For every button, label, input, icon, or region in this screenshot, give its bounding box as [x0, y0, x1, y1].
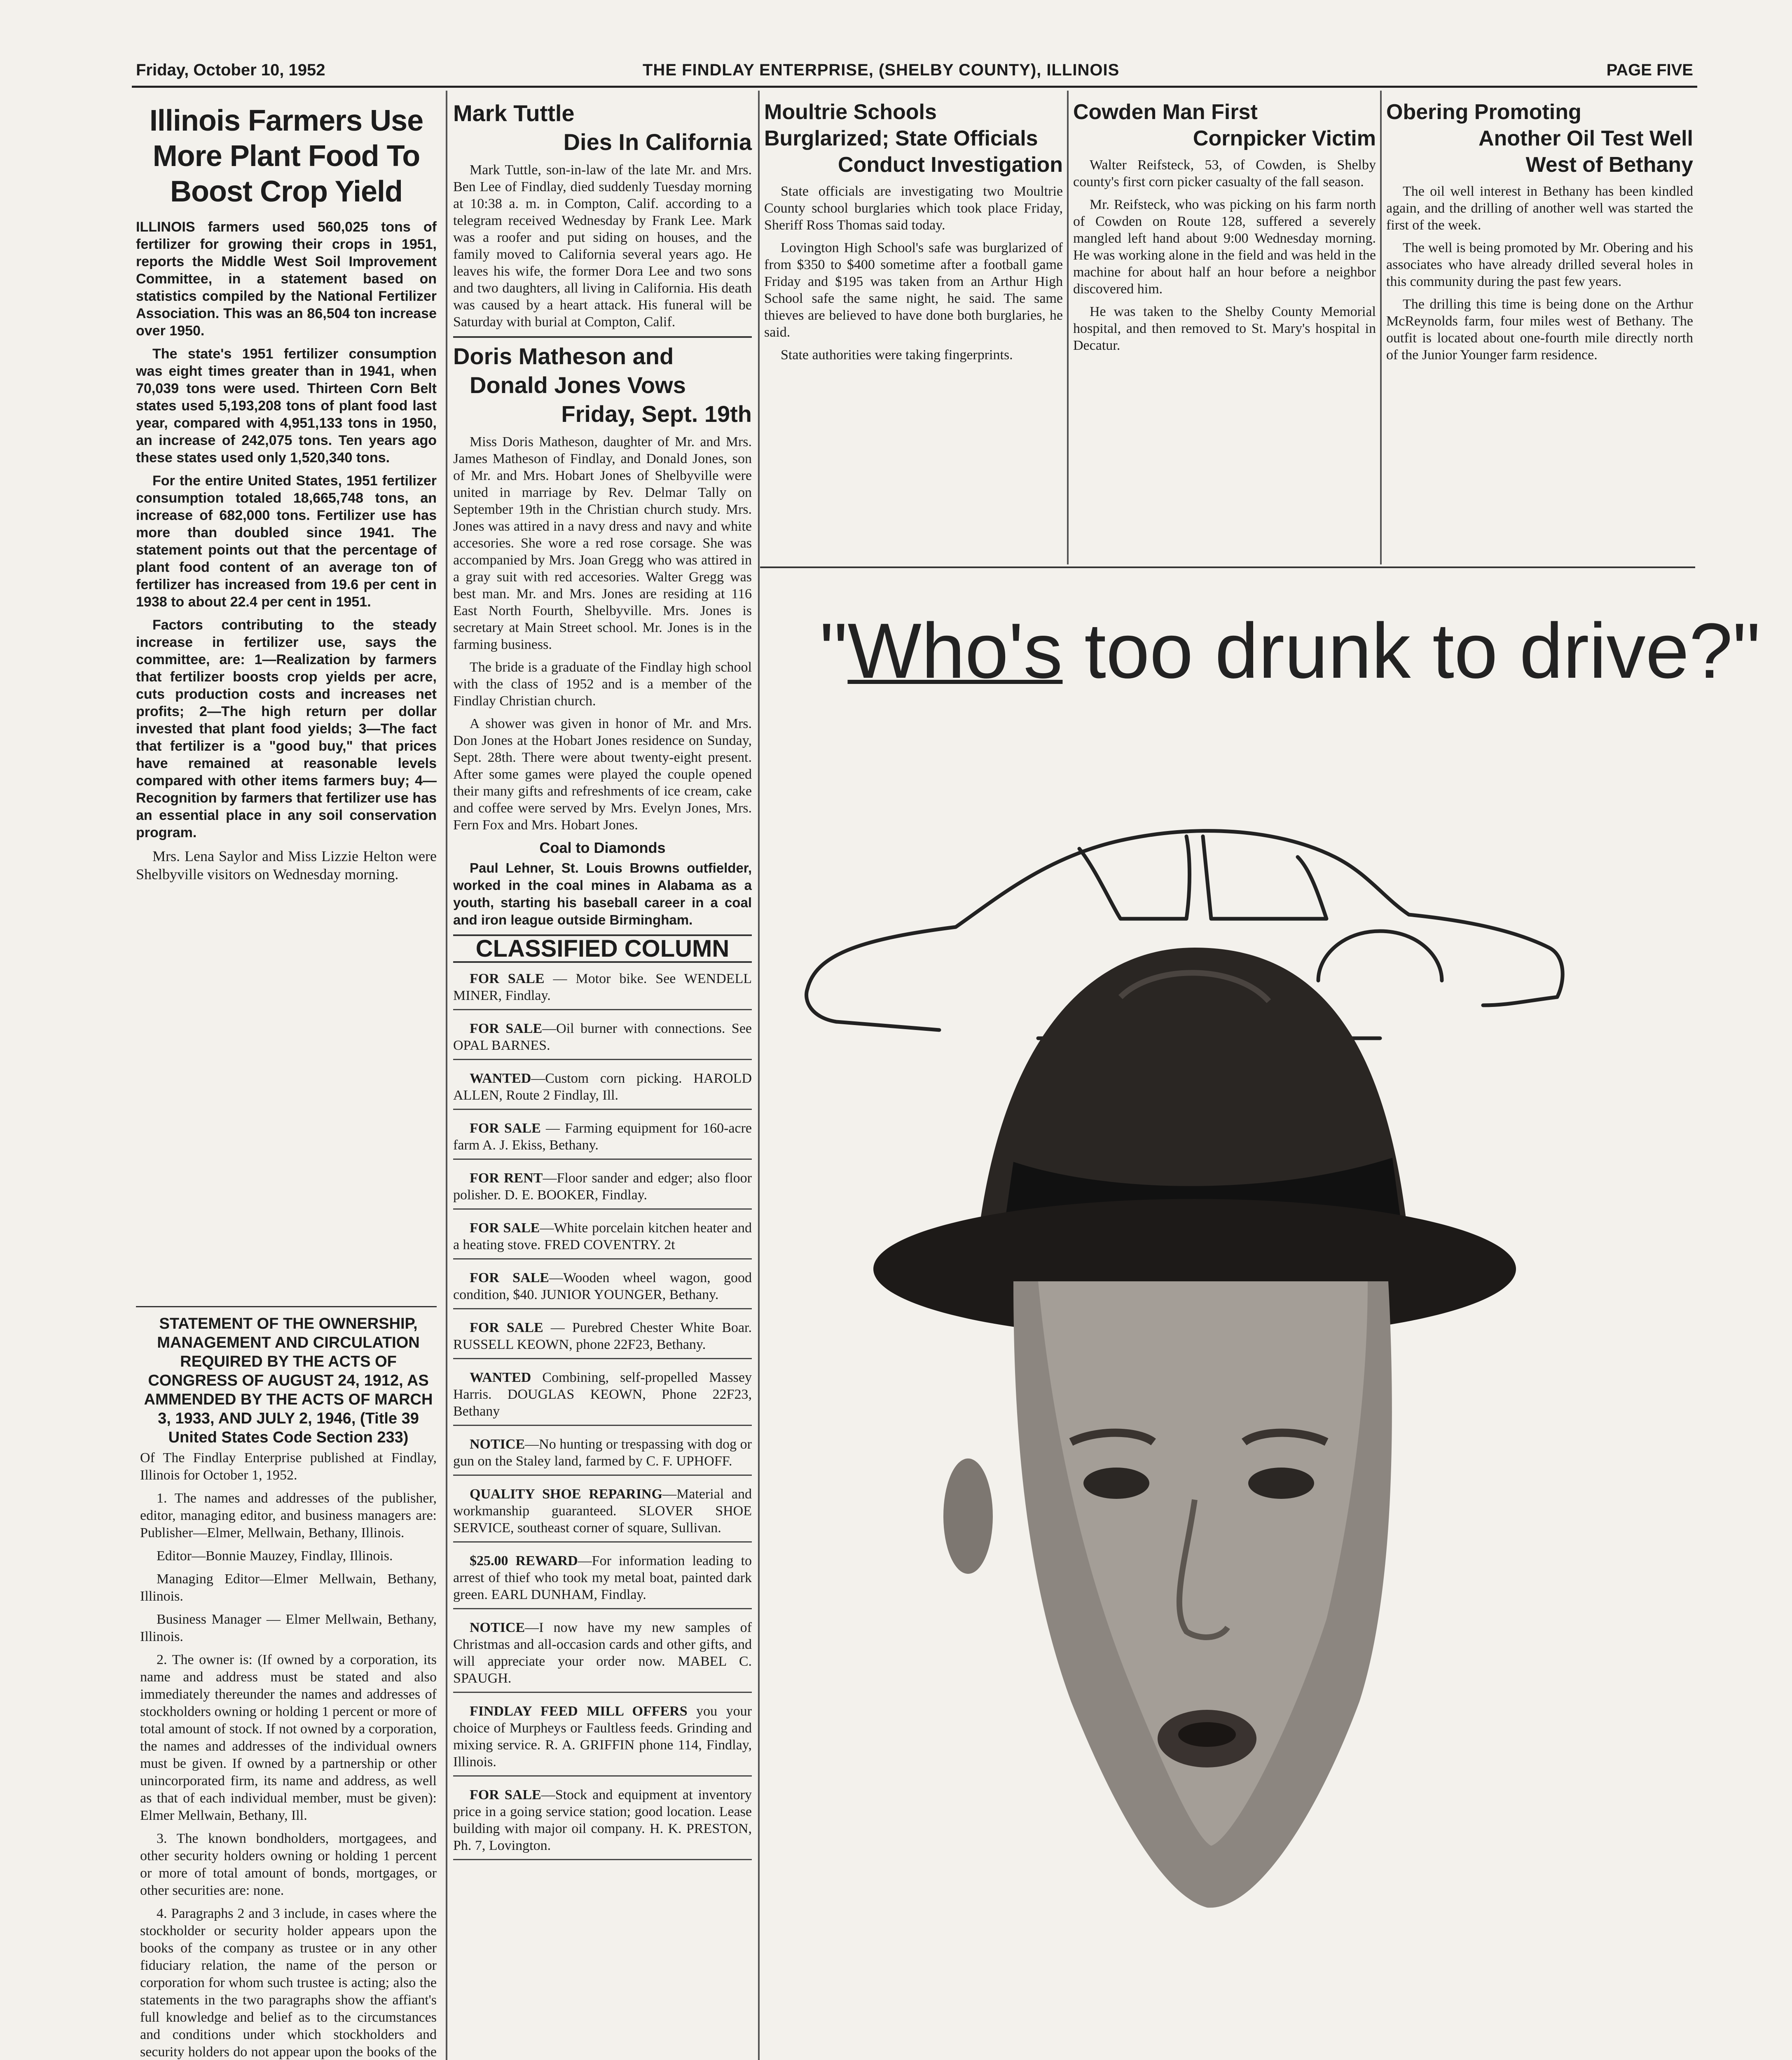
- paper-masthead-line: THE FINDLAY ENTERPRISE, (SHELBY COUNTY), ILLINOIS: [643, 61, 1120, 79]
- statement-paragraph: 3. The known bondholders, mortgagees, and other security holders owning or holding 1 percent or more of total amount of bonds, mortgages, or other securities are: none.: [140, 1831, 437, 1898]
- obering-paragraph: The well is being promoted by Mr. Obering and his associates who have already drilled several holes in this community during the past few years.: [1386, 240, 1693, 289]
- moultrie-headline-line: Moultrie Schools Burglarized; State Officials: [764, 100, 1038, 150]
- statement-paragraph: 4. Paragraphs 2 and 3 include, in cases where the stockholder or security holder appears upon the books of the company as trustee or in any other fiduciary relation, the name of the person or corporation for whom such trustee is acting; also the statements in the two paragraphs show the affiant's full knowledge and belief as to the circumstances and conditions under which stockholders and security holders do not appear upon the books of the: [140, 1906, 437, 2060]
- classified-ad-lead: FOR SALE: [470, 1270, 549, 1285]
- classified-ad: [453, 1365, 752, 1426]
- tuttle-headline: [453, 99, 752, 157]
- farmers-paragraph: The state's 1951 fertilizer consumption was eight times greater than in 1941, when 70,039 tons were used. Thirteen Corn Belt states used 5,193,208 tons of plant food last year, compared with 4,951,133 tons in 1950, an increase of 242,075 tons. Ten years ago these states used only 1,520,340 tons.: [136, 346, 437, 466]
- classified-ad-text: —Stock and equipment at inventory price in a going service station; good location. Lease building with major oil company. H. K. PRESTON, Ph. 7, Lovington.: [453, 1787, 752, 1853]
- ownership-statement: [140, 1314, 437, 2060]
- statement-heading: STATEMENT OF THE OWNERSHIP, MANAGEMENT AND CIRCULATION REQUIRED BY THE ACTS OF CONGRESS OF AUGUST 24, 1912, AS AMMENDED BY THE ACTS OF MARCH 3, 1933, AND JULY 2, 1946, (Title 39 United States Code Section 233): [144, 1315, 433, 1446]
- classified-list: [453, 966, 752, 1860]
- classified-ad: [453, 1699, 752, 1777]
- statement-paragraph: Editor—Bonnie Mauzey, Findlay, Illinois.: [157, 1548, 393, 1564]
- cowden-headline: [1073, 99, 1376, 152]
- moultrie-headline: [764, 99, 1063, 178]
- statement-paragraph: Managing Editor—Elmer Mellwain, Bethany, Illinois.: [140, 1571, 437, 1604]
- classified-ad-text: —No hunting or trespassing with dog or gun on the Staley land, farmed by C. F. UPHOFF.: [453, 1437, 752, 1469]
- classified-ad: [453, 1548, 752, 1609]
- obering-article: [1386, 99, 1693, 369]
- issue-date: Friday, October 10, 1952: [136, 61, 325, 79]
- section-divider: [136, 1306, 437, 1307]
- classified-ad-lead: NOTICE: [470, 1620, 525, 1635]
- moultrie-article: [764, 99, 1063, 369]
- column-divider: [446, 91, 447, 2060]
- coal-heading: Coal to Diamonds: [539, 839, 666, 856]
- obering-headline-line: Another Oil Test Well: [1478, 126, 1693, 150]
- obering-headline-line: West of Bethany: [1525, 153, 1693, 177]
- column-divider: [1380, 91, 1382, 564]
- farmers-paragraph: Factors contributing to the steady increase in fertilizer use, says the committee, are: 1—Realization by farmers that fertilizer boosts crop yields per acre, cuts production costs and increases net profits; 2—The high return per dollar invested that plant food yields; 3—The fact that fertilizer is a "good buy," that prices have remained at reasonable levels compared with other items farmers buy; 4—Recognition by farmers that fertilizer use has an essential place in any soil conservation program.: [136, 617, 437, 840]
- section-divider: [760, 566, 1695, 568]
- classified-ad-text: —Wooden wheel wagon, good condition, $40. JUNIOR YOUNGER, Bethany.: [453, 1270, 752, 1302]
- classified-ad: [453, 1432, 752, 1476]
- statement-paragraph: 2. The owner is: (If owned by a corporation, its name and address must be stated and also immediately thereunder the names and addresses of stockholders owning or holding 1 percent or more of total amount of stock. If not owned by a corporation, the names and addresses of the individual owners must be given. If owned by a partnership or other unincorporated firm, its name and address, as well as that of each individual member, must be given): Elmer Mellwain, Bethany, Ill.: [140, 1652, 437, 1823]
- tuttle-body: Mark Tuttle, son-in-law of the late Mr. and Mrs. Ben Lee of Findlay, died suddenly Tuesday morning at 10:38 a. m. in Compton, Calif. according to a telegram received Wednesday by Frank Lee. Mark was a roofer and put siding on houses, and the family moved to California several years ago. He leaves his wife, the former Dora Lee and two sons and two daughters, all living in California. His death was caused by a heart attack. His funeral will be Saturday with burial at Compton, Calif.: [453, 162, 752, 330]
- obering-headline: [1386, 99, 1693, 178]
- classified-ad: [453, 1116, 752, 1160]
- cowden-headline-line: Cornpicker Victim: [1193, 126, 1376, 150]
- classified-ad: [453, 1315, 752, 1359]
- moultrie-paragraph: State officials are investigating two Moultrie County school burglaries which took place Friday, Sheriff Ross Thomas said today.: [764, 184, 1063, 233]
- moultrie-paragraph: Lovington High School's safe was burglarized of from $350 to $400 sometime after a football game Friday and $195 was taken from an Arthur High School safe the same night, he said. The same thieves are believed to have done both burglaries, he said.: [764, 240, 1063, 340]
- wedding-headline-line: Doris Matheson and: [453, 343, 674, 369]
- classified-ad-lead: FOR SALE: [470, 971, 545, 986]
- social-note: Mrs. Lena Saylor and Miss Lizzie Helton were Shelbyville visitors on Wednesday morning.: [136, 848, 437, 883]
- classified-ad: [453, 1482, 752, 1543]
- classified-ad-text: — Farming equipment for 160-acre farm A. J. Ekiss, Bethany.: [453, 1121, 752, 1153]
- cowden-paragraph: He was taken to the Shelby County Memorial hospital, and then removed to St. Mary's hospital in Decatur.: [1073, 304, 1376, 353]
- classified-ad-lead: $25.00 REWARD: [470, 1553, 578, 1568]
- ad-headline-underlined: Who's: [847, 607, 1063, 695]
- classified-ad-text: —I now have my new samples of Christmas and all-occasion cards and other gifts, and will appreciate your order now. MABEL C. SPAUGH.: [453, 1620, 752, 1686]
- cowden-paragraph: Walter Reifsteck, 53, of Cowden, is Shelby county's first corn picker casualty of the fall season.: [1073, 157, 1376, 190]
- hat-drawing: [873, 948, 1516, 1339]
- page-number: PAGE FIVE: [1606, 61, 1693, 79]
- classified-ad-lead: FOR SALE: [470, 1121, 541, 1136]
- moultrie-paragraph: State authorities were taking fingerprints.: [781, 347, 1013, 363]
- classified-ad-lead: FOR SALE: [470, 1787, 541, 1802]
- farmers-article: [136, 103, 437, 889]
- farmers-paragraph: For the entire United States, 1951 fertilizer consumption totaled 18,665,748 tons, an increase of 682,000 tons. Fertilizer use has more than doubled since 1941. The statement points out that the percentage of plant food content of an average ton of fertilizer has increased from 19.6 per cent in 1938 to about 22.4 per cent in 1951.: [136, 473, 437, 610]
- cowden-headline-line: Cowden Man First: [1073, 100, 1258, 124]
- wedding-headline-line: Friday, Sept. 19th: [561, 401, 752, 427]
- obering-paragraph: The oil well interest in Bethany has been kindled again, and the drilling of another well was started the first of the week.: [1386, 184, 1693, 233]
- ad-illustration: [783, 733, 1689, 2031]
- wedding-paragraph: A shower was given in honor of Mr. and Mrs. Don Jones at the Hobart Jones residence on Sunday, Sept. 28th. There were about twenty-eight present. After some games were played the couple opened their many gifts and refreshments of ice cream, cake and coffee were served by Mrs. Evelyn Jones, Mrs. Fern Fox and Mrs. Hobart Jones.: [453, 716, 752, 833]
- tuttle-headline-line: Mark Tuttle: [453, 100, 575, 126]
- obering-paragraph: The drilling this time is being done on the Arthur McReynolds farm, four miles west of Bethany. The outfit is located about one-fourth mile directly north of the Junior Younger farm residence.: [1386, 297, 1693, 363]
- classified-ad: [453, 1615, 752, 1693]
- statement-paragraph: Business Manager — Elmer Mellwain, Bethany, Illinois.: [140, 1612, 437, 1644]
- cowden-paragraph: Mr. Reifsteck, who was picking on his farm north of Cowden on Route 128, suffered a severely mangled left hand about 9:00 Wednesday morning. He was working alone in the field and was held in the machine for about half an hour before a neighbor discovered him.: [1073, 197, 1376, 297]
- classified-ad-text: —White porcelain kitchen heater and a heating stove. FRED COVENTRY. 2t: [453, 1220, 752, 1252]
- column-divider: [1067, 91, 1069, 564]
- classified-ad-text: Combining, self-propelled Massey Harris. DOUGLAS KEOWN, Phone 22F23, Bethany: [453, 1370, 752, 1419]
- wedding-paragraph: The bride is a graduate of the Findlay high school with the class of 1952 and is a member of the Findlay Christian church.: [453, 660, 752, 709]
- ad-headline-quote: ": [820, 607, 848, 695]
- statement-paragraph: 1. The names and addresses of the publisher, editor, managing editor, and business managers are: Publisher—Elmer, Mellwain, Bethany, Illinois.: [140, 1491, 437, 1540]
- classified-ad: [453, 1166, 752, 1210]
- farmers-paragraph: ILLINOIS farmers used 560,025 tons of fertilizer for growing their crops in 1951, reports the Middle West Soil Improvement Committee, in a statement based on statistics compiled by the National Fertilizer Association. This was an 86,504 ton increase over 1950.: [136, 219, 437, 339]
- column-divider: [758, 91, 760, 2060]
- statement-paragraph: Of The Findlay Enterprise published at Findlay, Illinois for October 1, 1952.: [140, 1450, 437, 1483]
- classified-ad: [453, 1016, 752, 1060]
- section-divider: [453, 336, 752, 338]
- wedding-headline: [453, 342, 752, 428]
- classified-ad-lead: FINDLAY FEED MILL OFFERS: [470, 1704, 688, 1719]
- cowden-article: [1073, 99, 1376, 360]
- classified-ad: [453, 1066, 752, 1110]
- classified-ad-lead: FOR SALE: [470, 1220, 540, 1236]
- classified-ad-text: — Motor bike. See WENDELL MINER, Findlay.: [453, 971, 752, 1003]
- coal-body: Paul Lehner, St. Louis Browns outfielder, worked in the coal mines in Alabama as a youth, starting his baseball career in a coal and iron league outside Birmingham.: [453, 860, 752, 927]
- classified-ad-lead: QUALITY SHOE REPARING: [470, 1486, 663, 1502]
- classified-ad-text: —Oil burner with connections. See OPAL BARNES.: [453, 1021, 752, 1053]
- obering-headline-line: Obering Promoting: [1386, 100, 1581, 124]
- classified-ad-text: you your choice of Murpheys or Faultless feeds. Grinding and mixing service. R. A. GRIFFIN phone 114, Findlay, Illinois.: [453, 1704, 752, 1770]
- classified-title: CLASSIFIED COLUMN: [453, 934, 752, 963]
- classified-ad: [453, 966, 752, 1010]
- ad-headline: [820, 606, 1760, 696]
- classified-ad-lead: FOR SALE: [470, 1320, 543, 1335]
- classified-ad-text: —Custom corn picking. HAROLD ALLEN, Route 2 Findlay, Ill.: [453, 1071, 752, 1103]
- classified-ad-text: — Purebred Chester White Boar. RUSSELL KEOWN, phone 22F23, Bethany.: [453, 1320, 752, 1352]
- classified-ad: [453, 1265, 752, 1309]
- classified-ad-text: —Material and workmanship guaranteed. SLOVER SHOE SERVICE, southeast corner of square, Sullivan.: [453, 1486, 752, 1536]
- ad-headline-rest: too drunk to drive?": [1062, 607, 1761, 695]
- classified-ad: [453, 1782, 752, 1860]
- farmers-headline: Illinois Farmers Use More Plant Food To Boost Crop Yield: [149, 104, 423, 208]
- header-rule: [132, 86, 1697, 88]
- column-two: [453, 99, 752, 1866]
- classified-ad-text: —Floor sander and edger; also floor polisher. D. E. BOOKER, Findlay.: [453, 1170, 752, 1203]
- classified-ad: [453, 1215, 752, 1259]
- classified-ad-lead: WANTED: [470, 1370, 531, 1385]
- classified-ad-text: —For information leading to arrest of thief who took my metal boat, painted dark green. EARL DUNHAM, Findlay.: [453, 1553, 752, 1602]
- moultrie-headline-line: Conduct Investigation: [838, 153, 1063, 177]
- wedding-headline-line: Donald Jones Vows: [470, 372, 686, 398]
- classified-ad-lead: NOTICE: [470, 1437, 525, 1452]
- classified-ad-lead: FOR RENT: [470, 1170, 543, 1186]
- face-drawing: [943, 1281, 1392, 1908]
- wedding-paragraph: Miss Doris Matheson, daughter of Mr. and Mrs. James Matheson of Findlay, and Donald Jones, son of Mr. and Mrs. Hobart Jones of Shelbyville were united in marriage by Rev. Delmar Tally on September 19th in the Christian church study. Mrs. Jones was attired in a navy dress and navy and white accesories. She wore a red rose corsage. She was accompanied by Mrs. Joan Gregg who was attired in a gray suit with red accesories. Walter Gregg was best man. Mr. and Mrs. Jones are residing at 116 East North Fourth, Shelbyville. Mrs. Jones is secretary at Main Street school. Mr. Jones is in the farming business.: [453, 434, 752, 652]
- tuttle-headline-line: Dies In California: [563, 129, 752, 155]
- classified-ad-lead: FOR SALE: [470, 1021, 543, 1036]
- classified-ad-lead: WANTED: [470, 1071, 531, 1086]
